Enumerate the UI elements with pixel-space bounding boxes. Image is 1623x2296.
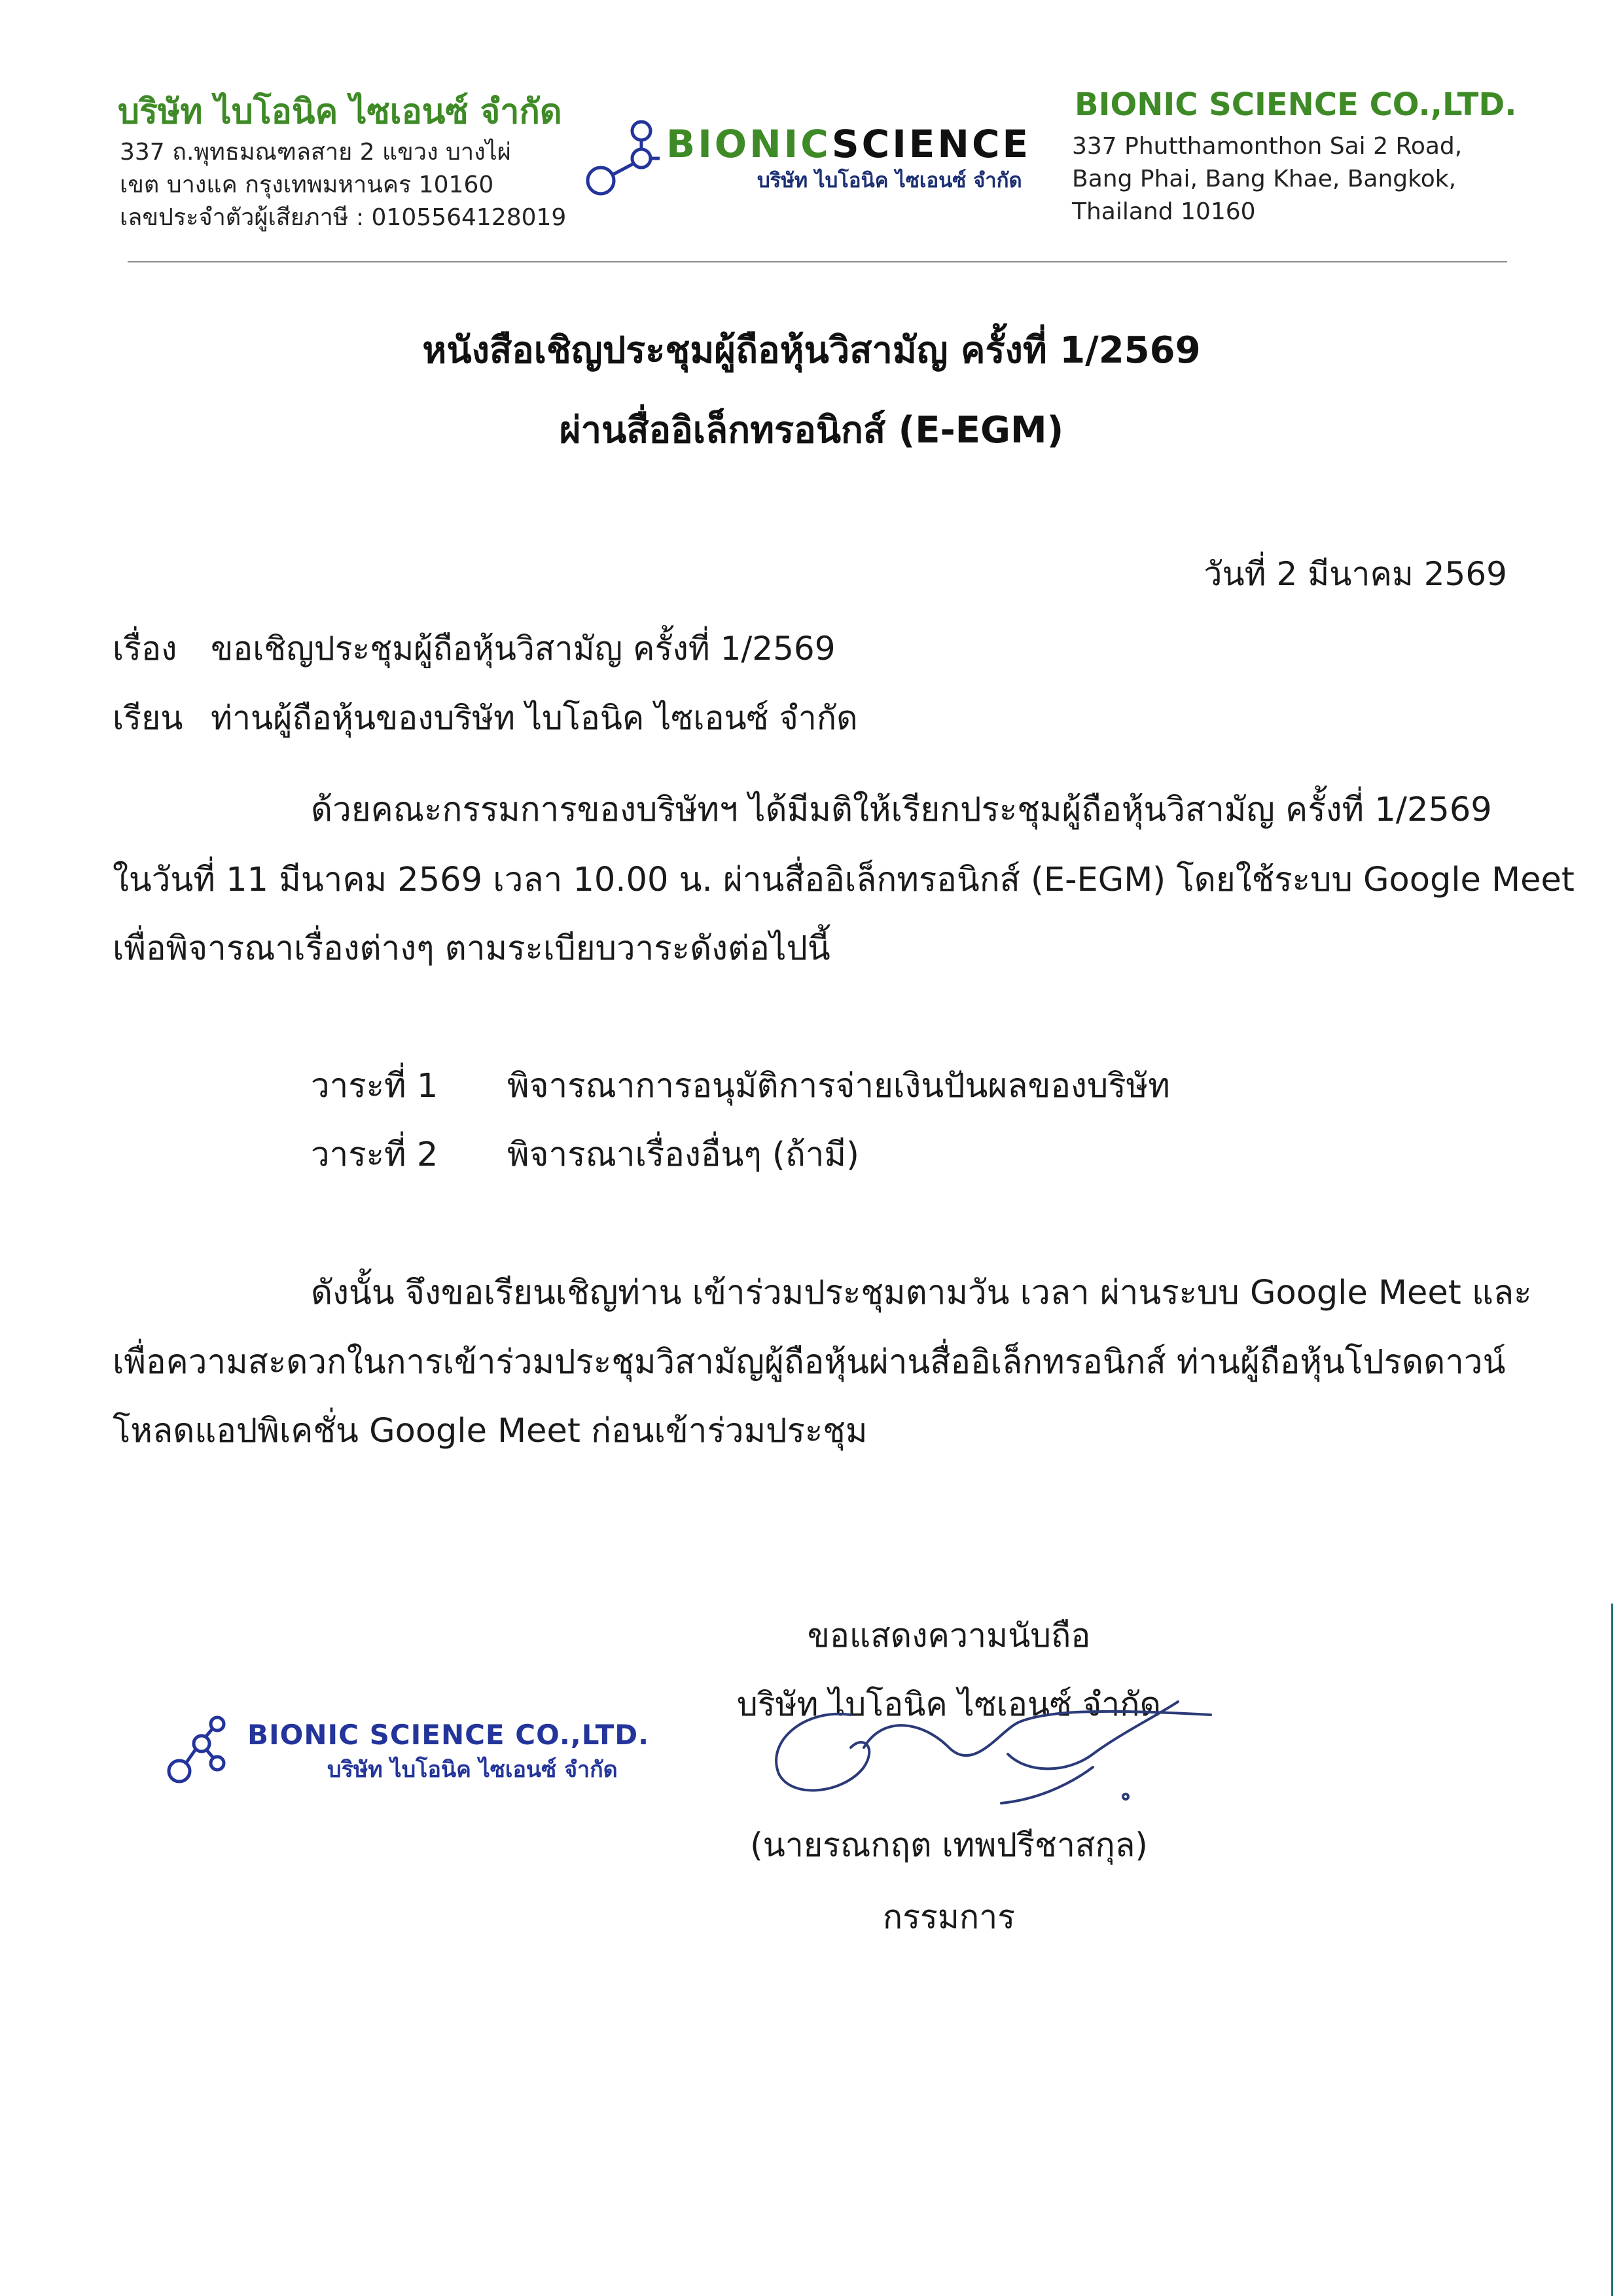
subject-label: เรื่อง xyxy=(113,630,177,668)
stamp-company-name: BIONIC SCIENCE CO.,LTD. xyxy=(247,1719,650,1751)
subject-value: ขอเชิญประชุมผู้ถือหุ้นวิสามัญ ครั้งที่ 1/2569 xyxy=(211,630,836,668)
address-thai-line-2: เขต บางแค กรุงเทพมหานคร 10160 xyxy=(120,171,494,198)
handwritten-signature xyxy=(753,1676,1224,1820)
document-title: หนังสือเชิญประชุมผู้ถือหุ้นวิสามัญ ครั้งที่ 1/2569 xyxy=(422,329,1201,372)
agenda-item-1-text: พิจารณาการอนุมัติการจ่ายเงินปันผลของบริษัท xyxy=(507,1067,1170,1105)
logo-word-science: SCIENCE xyxy=(831,122,1031,166)
agenda-item-2-text: พิจารณาเรื่องอื่นๆ (ถ้ามี) xyxy=(507,1136,859,1174)
logo-subtitle: บริษัท ไบโอนิค ไซเอนซ์ จำกัด xyxy=(757,169,1022,192)
document-subtitle: ผ่านสื่ออิเล็กทรอนิกส์ (E-EGM) xyxy=(559,409,1064,452)
address-thai-line-1: 337 ถ.พุทธมณฑลสาย 2 แขวง บางไผ่ xyxy=(120,139,511,166)
company-name-english: BIONIC SCIENCE CO.,LTD. xyxy=(1075,86,1517,123)
recipient-label: เรียน xyxy=(113,699,183,737)
agenda-item-2-number: วาระที่ 2 xyxy=(311,1136,438,1174)
paragraph-1-line-3: เพื่อพิจารณาเรื่องต่างๆ ตามระเบียบวาระดังต่อไปนี้ xyxy=(113,929,830,968)
tax-id-line: เลขประจำตัวผู้เสียภาษี : 0105564128019 xyxy=(120,204,567,231)
logo-word-bionic: BIONIC xyxy=(666,122,832,166)
signer-position: กรรมการ xyxy=(882,1898,1016,1936)
address-en-line-1: 337 Phutthamonthon Sai 2 Road, xyxy=(1072,133,1463,160)
address-en-line-2: Bang Phai, Bang Khae, Bangkok, xyxy=(1072,166,1457,192)
address-en-line-3: Thailand 10160 xyxy=(1072,198,1256,225)
logo-wordmark xyxy=(666,122,1031,166)
recipient-value: ท่านผู้ถือหุ้นของบริษัท ไบโอนิค ไซเอนซ์ จำกัด xyxy=(211,699,858,737)
paragraph-1-line-2: ในวันที่ 11 มีนาคม 2569 เวลา 10.00 น. ผ่านสื่ออิเล็กทรอนิกส์ (E-EGM) โดยใช้ระบบ Google Meet xyxy=(113,861,1575,899)
paragraph-2-line-2: เพื่อความสะดวกในการเข้าร่วมประชุมวิสามัญผู้ถือหุ้นผ่านสื่ออิเล็กทรอนิกส์ ท่านผู้ถือหุ้นโปรดดาวน์ xyxy=(113,1343,1506,1382)
agenda-item-1-number: วาระที่ 1 xyxy=(311,1067,438,1105)
closing-company: บริษัท ไบโอนิค ไซเอนซ์ จำกัด xyxy=(736,1685,1162,1723)
paragraph-2-line-1: ดังนั้น จึงขอเรียนเชิญท่าน เข้าร่วมประชุมตามวัน เวลา ผ่านระบบ Google Meet และ xyxy=(311,1274,1532,1312)
paragraph-2-line-3: โหลดแอปพิเคชั่น Google Meet ก่อนเข้าร่วมประชุม xyxy=(113,1412,868,1450)
scan-edge-line xyxy=(1609,1604,1614,2296)
document-date: วันที่ 2 มีนาคม 2569 xyxy=(1204,555,1507,593)
company-name-thai: บริษัท ไบโอนิค ไซเอนซ์ จำกัด xyxy=(118,92,562,132)
closing-regards: ขอแสดงความนับถือ xyxy=(807,1617,1091,1655)
signer-name: (นายรณกฤต เทพปรีชาสกุล) xyxy=(750,1826,1148,1864)
stamp-company-thai: บริษัท ไบโอนิค ไซเอนซ์ จำกัด xyxy=(327,1757,618,1783)
header-divider xyxy=(128,261,1507,262)
paragraph-1-line-1: ด้วยคณะกรรมการของบริษัทฯ ได้มีมติให้เรียกประชุมผู้ถือหุ้นวิสามัญ ครั้งที่ 1/2569 xyxy=(311,791,1492,829)
